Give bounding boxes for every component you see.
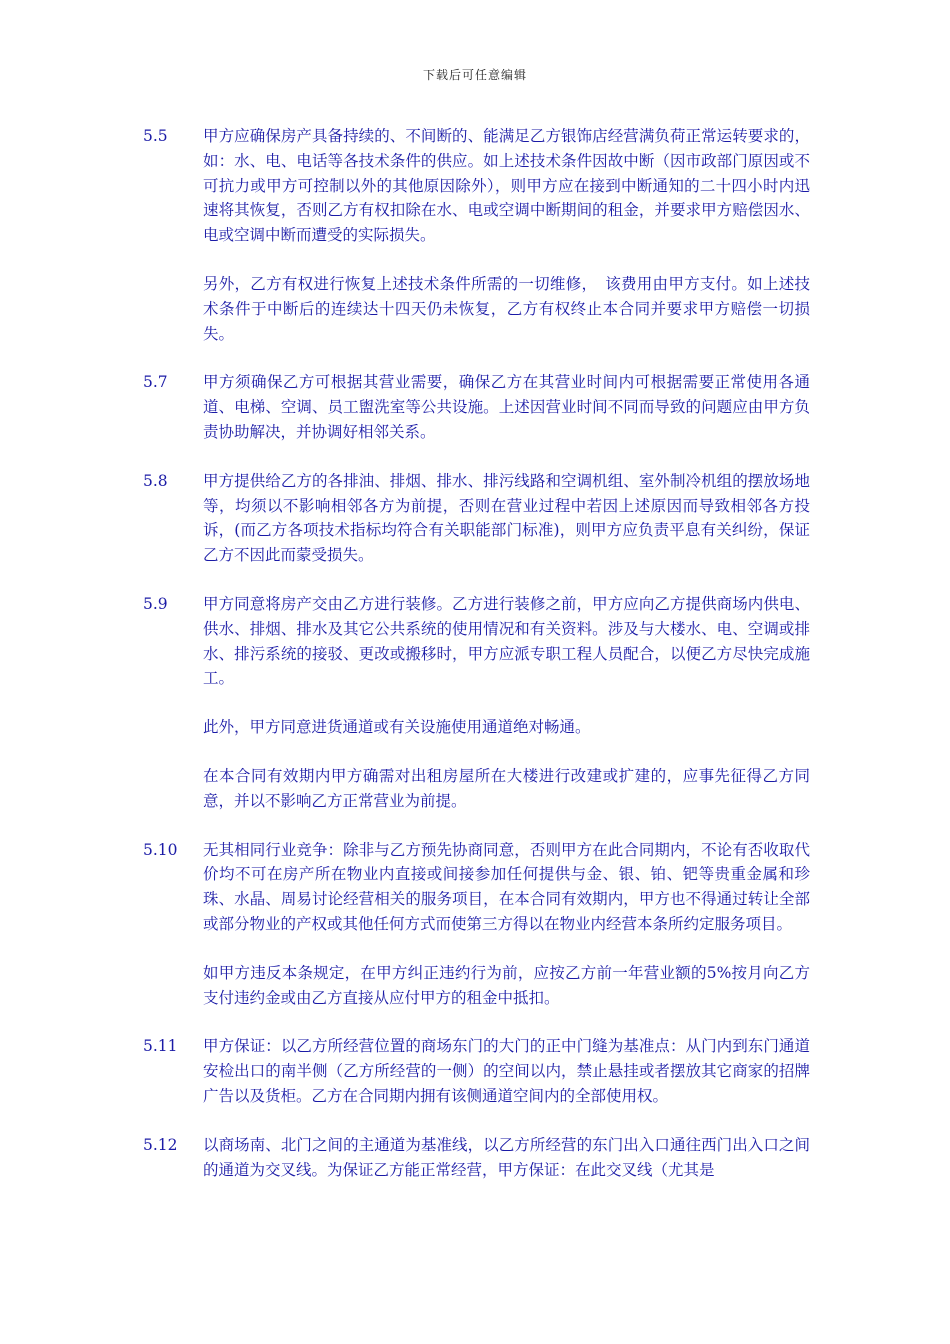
clause-text — [203, 1034, 810, 1108]
clause-number: 5.9 — [143, 594, 168, 613]
paragraph: 无其相同行业竞争：除非与乙方预先协商同意，否则甲方在此合同期内，不论有否收取代价均不可在房产所在物业内直接或间接参加任何提供与金、银、铂、钯等贵重金属和珍珠、水晶、周易讨论经营相关的服务项目，在本合同有效期内，甲方也不得通过转让全部或部分物业的产权或其他任何方式而使第三方得以在物业内经营本条所约定服务项目。 — [203, 840, 810, 933]
clause-5-8 — [143, 469, 810, 568]
paragraph: 如甲方违反本条规定，在甲方纠正违约行为前，应按乙方前一年营业额的5%按月向乙方支付违约金或由乙方直接从应付甲方的租金中抵扣。 — [203, 963, 810, 1007]
clause-5-9 — [143, 592, 810, 814]
clause-text — [203, 124, 810, 346]
clause-text — [203, 592, 810, 814]
clause-5-12 — [143, 1133, 810, 1183]
paragraph: 另外，乙方有权进行恢复上述技术条件所需的一切维修， 该费用由甲方支付。如上述技术条件于中断后的连续达十四天仍未恢复，乙方有权终止本合同并要求甲方赔偿一切损失。 — [203, 274, 810, 343]
clause-number: 5.5 — [143, 127, 168, 145]
clause-5-10 — [143, 838, 810, 1011]
paragraph: 甲方保证：以乙方所经营位置的商场东门的大门的正中门缝为基准点：从门内到东门通道安检出口的南半侧（乙方所经营的一侧）的空间以内，禁止悬挂或者摆放其它商家的招牌广告以及货柜。乙方在合同期内拥有该侧通道空间内的全部使用权。 — [203, 1037, 810, 1105]
paragraph: 在本合同有效期内甲方确需对出租房屋所在大楼进行改建或扩建的，应事先征得乙方同意，并以不影响乙方正常营业为前提。 — [203, 766, 810, 810]
page-header: 下载后可任意编辑 — [422, 68, 527, 82]
paragraph: 甲方应确保房产具备持续的、不间断的、能满足乙方银饰店经营满负荷正常运转要求的，如：水、电、电话等各技术条件的供应。如上述技术条件因故中断（因市政部门原因或不可抗力或甲方可控制以外的其他原因除外），则甲方应在接到中断通知的二十四小时内迅速将其恢复，否则乙方有权扣除在水、电或空调中断期间的租金，并要求甲方赔偿因水、电或空调中断而遭受的实际损失。 — [203, 127, 810, 245]
clause-text — [203, 1133, 810, 1183]
paragraph: 以商场南、北门之间的主通道为基准线，以乙方所经营的东门出入口通往西门出入口之间的通道为交叉线。为保证乙方能正常经营，甲方保证：在此交叉线（尤其是 — [203, 1135, 810, 1179]
clause-text — [203, 469, 810, 568]
clause-number: 5.10 — [143, 840, 178, 859]
clause-5-7 — [143, 370, 810, 444]
paragraph: 甲方同意将房产交由乙方进行装修。乙方进行装修之前，甲方应向乙方提供商场内供电、供水、排烟、排水及其它公共系统的使用情况和有关资料。涉及与大楼水、电、空调或排水、排污系统的接驳、更改或搬移时，甲方应派专职工程人员配合，以便乙方尽快完成施工。 — [203, 594, 810, 688]
paragraph: 此外，甲方同意进货通道或有关设施使用通道绝对畅通。 — [203, 718, 591, 737]
clause-5-11 — [143, 1034, 810, 1108]
clause-number: 5.12 — [143, 1135, 178, 1154]
paragraph: 甲方须确保乙方可根据其营业需要，确保乙方在其营业时间内可根据需要正常使用各通道、电梯、空调、员工盥洗室等公共设施。上述因营业时间不同而导致的问题应由甲方负责协助解决，并协调好相邻关系。 — [203, 373, 810, 441]
clause-number: 5.11 — [143, 1037, 178, 1056]
clause-number: 5.7 — [143, 373, 168, 392]
clause-text — [203, 370, 810, 444]
paragraph: 甲方提供给乙方的各排油、排烟、排水、排污线路和空调机组、室外制冷机组的摆放场地等，均须以不影响相邻各方为前提，否则在营业过程中若因上述原因而导致相邻各方投诉，(而乙方各项技术指标均符合有关职能部门标准)，则甲方应负责平息有关纠纷，保证乙方不因此而蒙受损失。 — [203, 471, 810, 565]
clause-text — [203, 838, 810, 1011]
contract-body — [143, 124, 810, 1206]
clause-5-5 — [143, 124, 810, 346]
clause-number: 5.8 — [143, 471, 168, 490]
